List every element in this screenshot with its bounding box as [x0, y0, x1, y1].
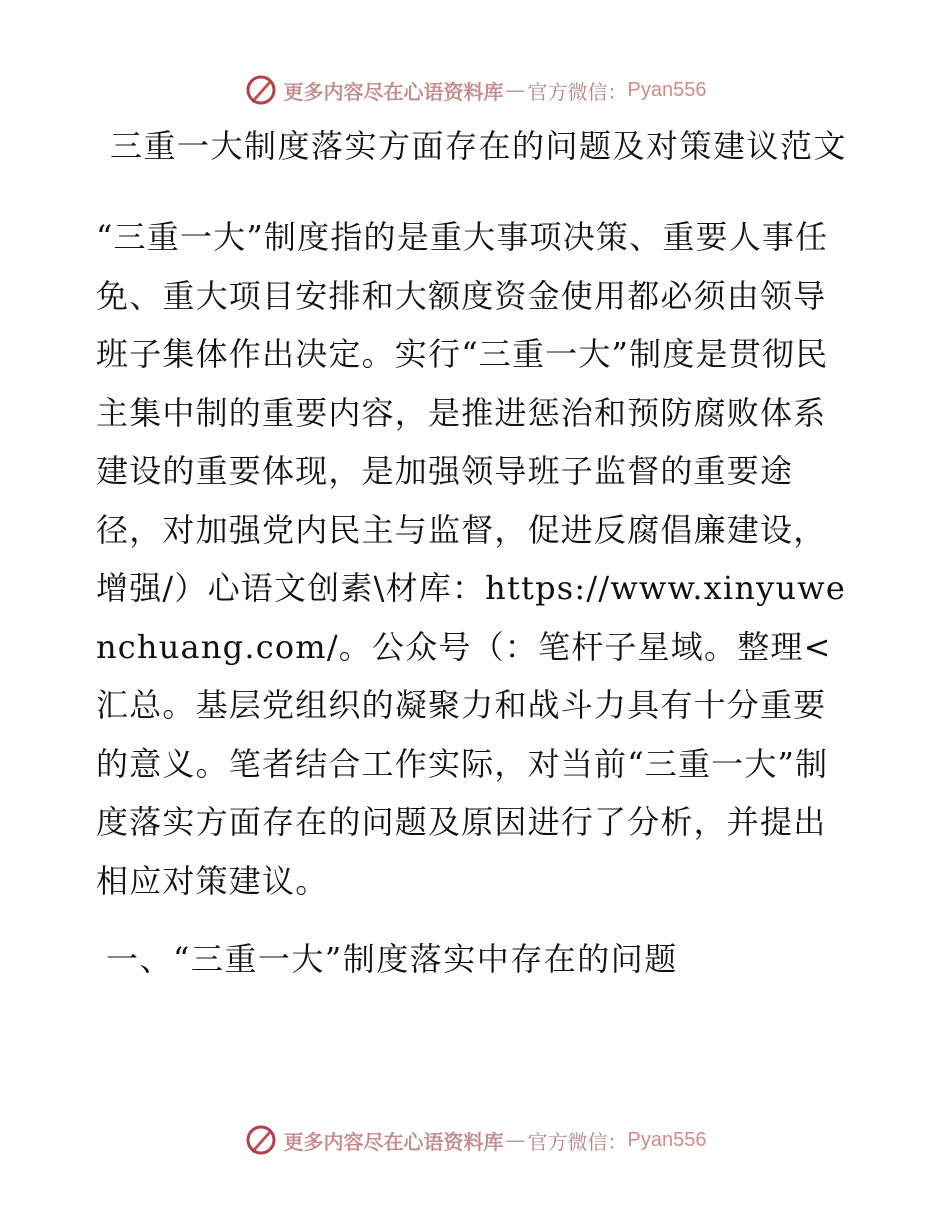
banner-wechat-label: 官方微信：	[527, 79, 628, 104]
banner-slogan: 更多内容尽在心语资料库	[283, 1129, 504, 1154]
intro-paragraph: “三重一大”制度指的是重大事项决策、重要人事任免、重大项目安排和大额度资金使用都必须由领导班子集体作出决定。实行“三重一大”制度是贯彻民主集中制的重要内容，是推进惩治和预防腐败体系建设的重要体现，是加强领导班子监督的重要途径，对加强党内民主与监督，促进反腐倡廉建设，增强/）心语文创素\材库：https://www.xinyuwenchuang.com/。公众号（：笔杆子星域。整理<汇总。基层党组织的凝聚力和战斗力具有十分重要的意义。笔者结合工作实际，对当前“三重一大”制度落实方面存在的问题及原因进行了分析，并提出相应对策建议。	[96, 218, 846, 900]
header-watermark-banner	[0, 70, 950, 110]
footer-watermark-banner	[0, 1120, 950, 1160]
banner-separator: —	[505, 78, 526, 102]
quill-logo-icon	[244, 1123, 278, 1157]
document-title: 三重一大制度落实方面存在的问题及对策建议范文	[110, 127, 848, 165]
banner-slogan: 更多内容尽在心语资料库	[283, 79, 504, 104]
banner-wechat-id: Pyan556	[627, 1128, 707, 1151]
document-body	[96, 120, 856, 988]
section-heading: 一、“三重一大”制度落实中存在的问题	[106, 940, 678, 978]
banner-wechat-label: 官方微信：	[527, 1129, 628, 1154]
banner-wechat-id: Pyan556	[627, 78, 707, 101]
quill-logo-icon	[244, 73, 278, 107]
banner-separator: —	[505, 1128, 526, 1152]
